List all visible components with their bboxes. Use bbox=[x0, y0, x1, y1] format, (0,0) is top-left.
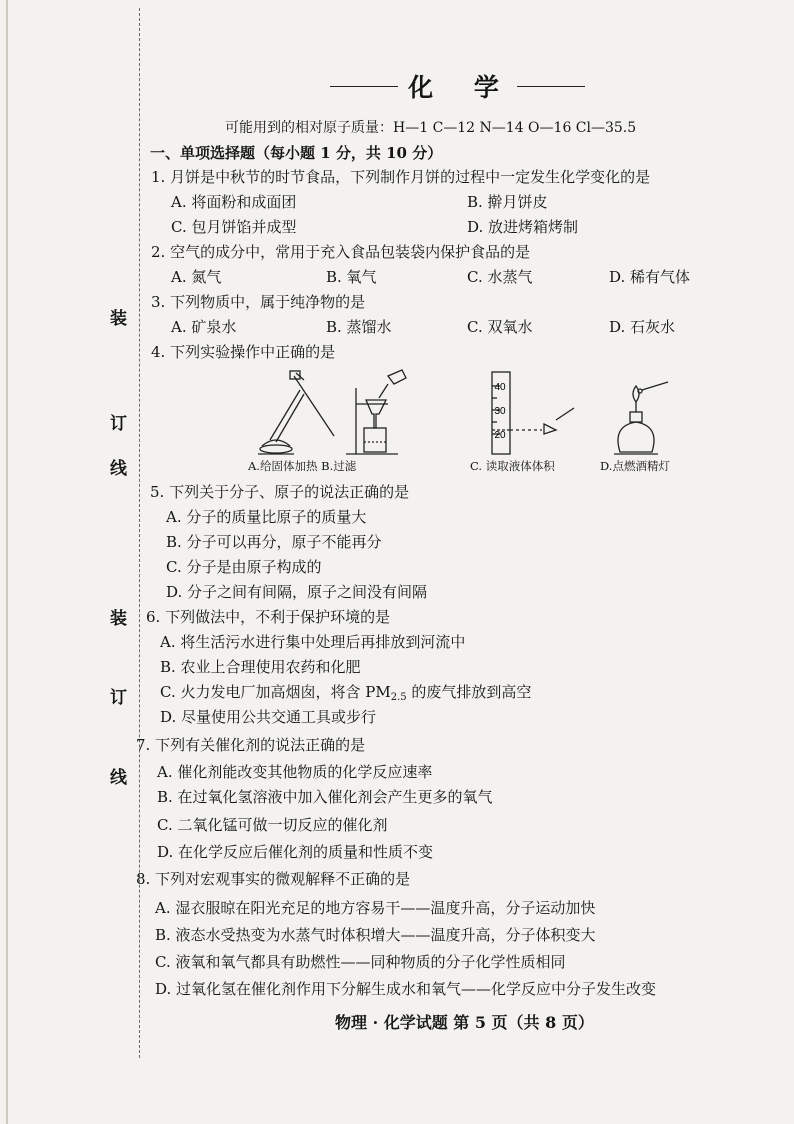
q5-option-a: A. 分子的质量比原子的质量大 bbox=[166, 508, 367, 526]
caption-a-b: A.给固体加热 B.过滤 bbox=[248, 459, 357, 473]
q4-stem: 4. 下列实验操作中正确的是 bbox=[151, 343, 336, 361]
q1-option-b: B. 擀月饼皮 bbox=[467, 193, 548, 211]
q1-option-a: A. 将面粉和成面团 bbox=[171, 193, 297, 211]
alcohol-lamp-figure bbox=[614, 382, 668, 454]
heating-solid-figure bbox=[258, 371, 334, 454]
binding-line bbox=[139, 8, 140, 1058]
q1-stem: 1. 月饼是中秋节的时节食品，下列制作月饼的过程中一定发生化学变化的是 bbox=[151, 168, 651, 186]
atomic-masses: 可能用到的相对原子质量：H—1 C—12 N—14 O—16 Cl—35.5 bbox=[225, 120, 637, 136]
q2-option-d: D. 稀有气体 bbox=[609, 268, 691, 286]
binding-char: 线 bbox=[110, 768, 127, 788]
q6-option-a: A. 将生活污水进行集中处理后再排放到河流中 bbox=[160, 633, 466, 651]
q2-stem: 2. 空气的成分中，常用于充入食品包装袋内保护食品的是 bbox=[151, 243, 531, 261]
q6-stem: 6. 下列做法中，不利于保护环境的是 bbox=[146, 608, 391, 626]
page-edge bbox=[6, 0, 8, 1124]
page-footer: 物理 · 化学试题 第 5 页（共 8 页） bbox=[335, 1013, 594, 1032]
binding-char: 线 bbox=[110, 459, 127, 479]
q2-option-c: C. 水蒸气 bbox=[467, 268, 533, 286]
caption-d: D.点燃酒精灯 bbox=[600, 459, 670, 473]
q3-option-b: B. 蒸馏水 bbox=[326, 318, 392, 336]
lab-apparatus-figure bbox=[238, 368, 718, 458]
q8-option-b: B. 液态水受热变为水蒸气时体积增大——温度升高，分子体积变大 bbox=[155, 926, 596, 944]
q5-stem: 5. 下列关于分子、原子的说法正确的是 bbox=[150, 483, 410, 501]
q6-option-b: B. 农业上合理使用农药和化肥 bbox=[160, 658, 361, 676]
q3-option-c: C. 双氧水 bbox=[467, 318, 533, 336]
title-text: 化 学 bbox=[408, 73, 515, 102]
binding-char: 订 bbox=[110, 414, 127, 434]
q7-option-b: B. 在过氧化氢溶液中加入催化剂会产生更多的氧气 bbox=[157, 788, 493, 806]
binding-char: 装 bbox=[110, 609, 127, 629]
q7-stem: 7. 下列有关催化剂的说法正确的是 bbox=[136, 736, 366, 754]
q7-option-a: A. 催化剂能改变其他物质的化学反应速率 bbox=[157, 763, 433, 781]
q5-option-c: C. 分子是由原子构成的 bbox=[166, 558, 322, 576]
q3-option-d: D. 石灰水 bbox=[609, 318, 676, 336]
q7-option-c: C. 二氧化锰可做一切反应的催化剂 bbox=[157, 816, 388, 834]
q3-stem: 3. 下列物质中，属于纯净物的是 bbox=[151, 293, 366, 311]
q8-option-d: D. 过氧化氢在催化剂作用下分解生成水和氧气——化学反应中分子发生改变 bbox=[155, 980, 657, 998]
scale-label-40: 40 bbox=[494, 382, 506, 393]
q3-option-a: A. 矿泉水 bbox=[171, 318, 237, 336]
q7-option-d: D. 在化学反应后催化剂的质量和性质不变 bbox=[157, 843, 434, 861]
title-rule-left bbox=[330, 86, 398, 87]
q6-option-c-text: C. 火力发电厂加高烟囱，将含 PM bbox=[160, 683, 391, 701]
q2-option-b: B. 氧气 bbox=[326, 268, 377, 286]
q8-stem: 8. 下列对宏观事实的微观解释不正确的是 bbox=[136, 870, 411, 888]
filtration-figure bbox=[346, 370, 406, 454]
q8-option-c: C. 液氧和氧气都具有助燃性——同种物质的分子化学性质相同 bbox=[155, 953, 566, 971]
title-rule-right bbox=[517, 86, 585, 87]
binding-char: 订 bbox=[110, 688, 127, 708]
page-title bbox=[330, 70, 585, 102]
q4-diagram bbox=[238, 368, 718, 476]
section-heading: 一、单项选择题（每小题 1 分，共 10 分） bbox=[150, 144, 443, 162]
q6-option-c bbox=[160, 685, 531, 703]
q1-option-d: D. 放进烤箱烤制 bbox=[467, 218, 579, 236]
scale-label-30: 30 bbox=[494, 406, 506, 417]
q6-option-c-rest: 的废气排放到高空 bbox=[406, 683, 532, 701]
pm-subscript: 2.5 bbox=[390, 692, 407, 703]
q6-option-d: D. 尽量使用公共交通工具或步行 bbox=[160, 708, 377, 726]
q1-option-c: C. 包月饼馅并成型 bbox=[171, 218, 297, 236]
scale-label-20: 20 bbox=[494, 430, 506, 441]
q5-option-b: B. 分子可以再分，原子不能再分 bbox=[166, 533, 382, 551]
caption-c: C. 读取液体体积 bbox=[470, 459, 555, 473]
q2-option-a: A. 氮气 bbox=[171, 268, 222, 286]
q8-option-a: A. 湿衣服晾在阳光充足的地方容易干——温度升高，分子运动加快 bbox=[155, 899, 596, 917]
q5-option-d: D. 分子之间有间隔，原子之间没有间隔 bbox=[166, 583, 428, 601]
binding-char: 装 bbox=[110, 309, 127, 329]
